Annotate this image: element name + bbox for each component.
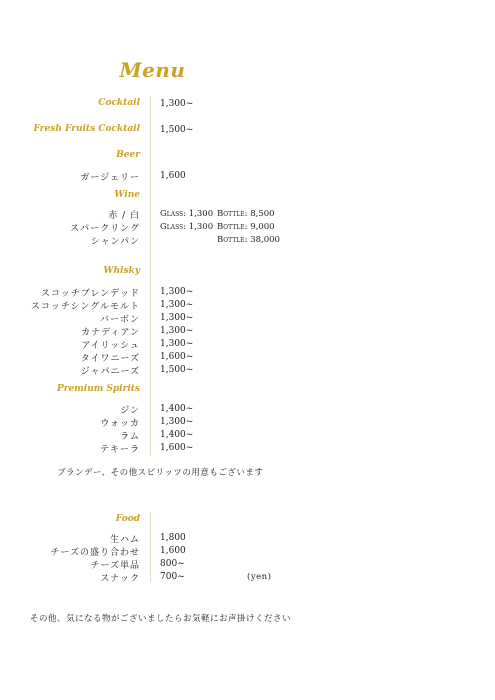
category-premium-spirits: Premium Spirits: [57, 384, 140, 394]
whisky-item-price: 1,300~: [160, 300, 194, 310]
food-item-price: 700~: [160, 572, 185, 582]
whisky-item-price: 1,300~: [160, 287, 194, 297]
spirits-item-name: ウォッカ: [100, 419, 140, 429]
food-item-price: 1,800: [160, 533, 186, 543]
whisky-item-price: 1,300~: [160, 339, 194, 349]
category-wine: Wine: [114, 190, 140, 200]
food-item-price: 1,600: [160, 546, 186, 556]
menu-title: Menu: [119, 58, 186, 82]
category-beer: Beer: [116, 150, 140, 160]
wine-item-bottle: Bottle: 38,000: [217, 235, 280, 245]
wine-item-name: スパークリング: [70, 224, 140, 234]
whisky-item-name: スコッチシングルモルト: [31, 302, 140, 312]
whisky-item-name: アイリッシュ: [81, 341, 140, 351]
brandy-note: ブランデー、その他スピリッツの用意もございます: [57, 468, 264, 478]
spirits-item-price: 1,400~: [160, 430, 194, 440]
fresh-fruits-price: 1,500~: [160, 125, 194, 135]
category-food: Food: [115, 514, 140, 524]
whisky-item-name: タイワニーズ: [80, 354, 140, 364]
beer-item-price: 1,600: [160, 171, 186, 181]
spirits-item-name: テキーラ: [99, 445, 140, 455]
food-item-name: 生ハム: [109, 535, 140, 545]
whisky-item-name: ジャパニーズ: [80, 367, 140, 377]
wine-item-name: 赤 / 白: [108, 211, 140, 221]
whisky-item-price: 1,600~: [160, 352, 194, 362]
beer-item-name: ガージェリー: [80, 173, 140, 183]
whisky-item-price: 1,500~: [160, 365, 194, 375]
spirits-item-price: 1,300~: [160, 417, 194, 427]
wine-item-name: シャンパン: [90, 237, 140, 247]
spirits-item-price: 1,600~: [160, 443, 194, 453]
spirits-item-price: 1,400~: [160, 404, 194, 414]
category-cocktail: Cocktail: [98, 98, 140, 108]
whisky-item-price: 1,300~: [160, 313, 194, 323]
food-item-name: チーズ単品: [90, 561, 140, 571]
category-whisky: Whisky: [103, 266, 140, 276]
food-item-name: スナック: [100, 574, 140, 584]
wine-item-bottle: Bottle: 8,500: [217, 209, 275, 219]
wine-item-glass: Glass: 1,300: [160, 209, 214, 219]
wine-item-glass: Glass: 1,300: [160, 222, 214, 232]
spirits-item-name: ラム: [120, 432, 140, 442]
whisky-item-name: バーボン: [99, 315, 140, 325]
wine-item-bottle: Bottle: 9,000: [217, 222, 275, 232]
spirits-item-name: ジン: [120, 406, 140, 416]
divider-drinks: [150, 96, 151, 456]
footer-note: その他、気になる物がございましたらお気軽にお声掛けください: [30, 614, 292, 624]
divider-food: [150, 512, 151, 582]
currency-note: (yen): [247, 572, 272, 582]
food-item-name: チーズの盛り合わせ: [50, 548, 140, 558]
food-item-price: 800~: [160, 559, 185, 569]
whisky-item-name: カナディアン: [81, 328, 140, 338]
whisky-item-price: 1,300~: [160, 326, 194, 336]
category-fresh-fruits-cocktail: Fresh Fruits Cocktail: [33, 124, 140, 134]
cocktail-price: 1,300~: [160, 99, 194, 109]
whisky-item-name: スコッチブレンデッド: [40, 289, 140, 299]
